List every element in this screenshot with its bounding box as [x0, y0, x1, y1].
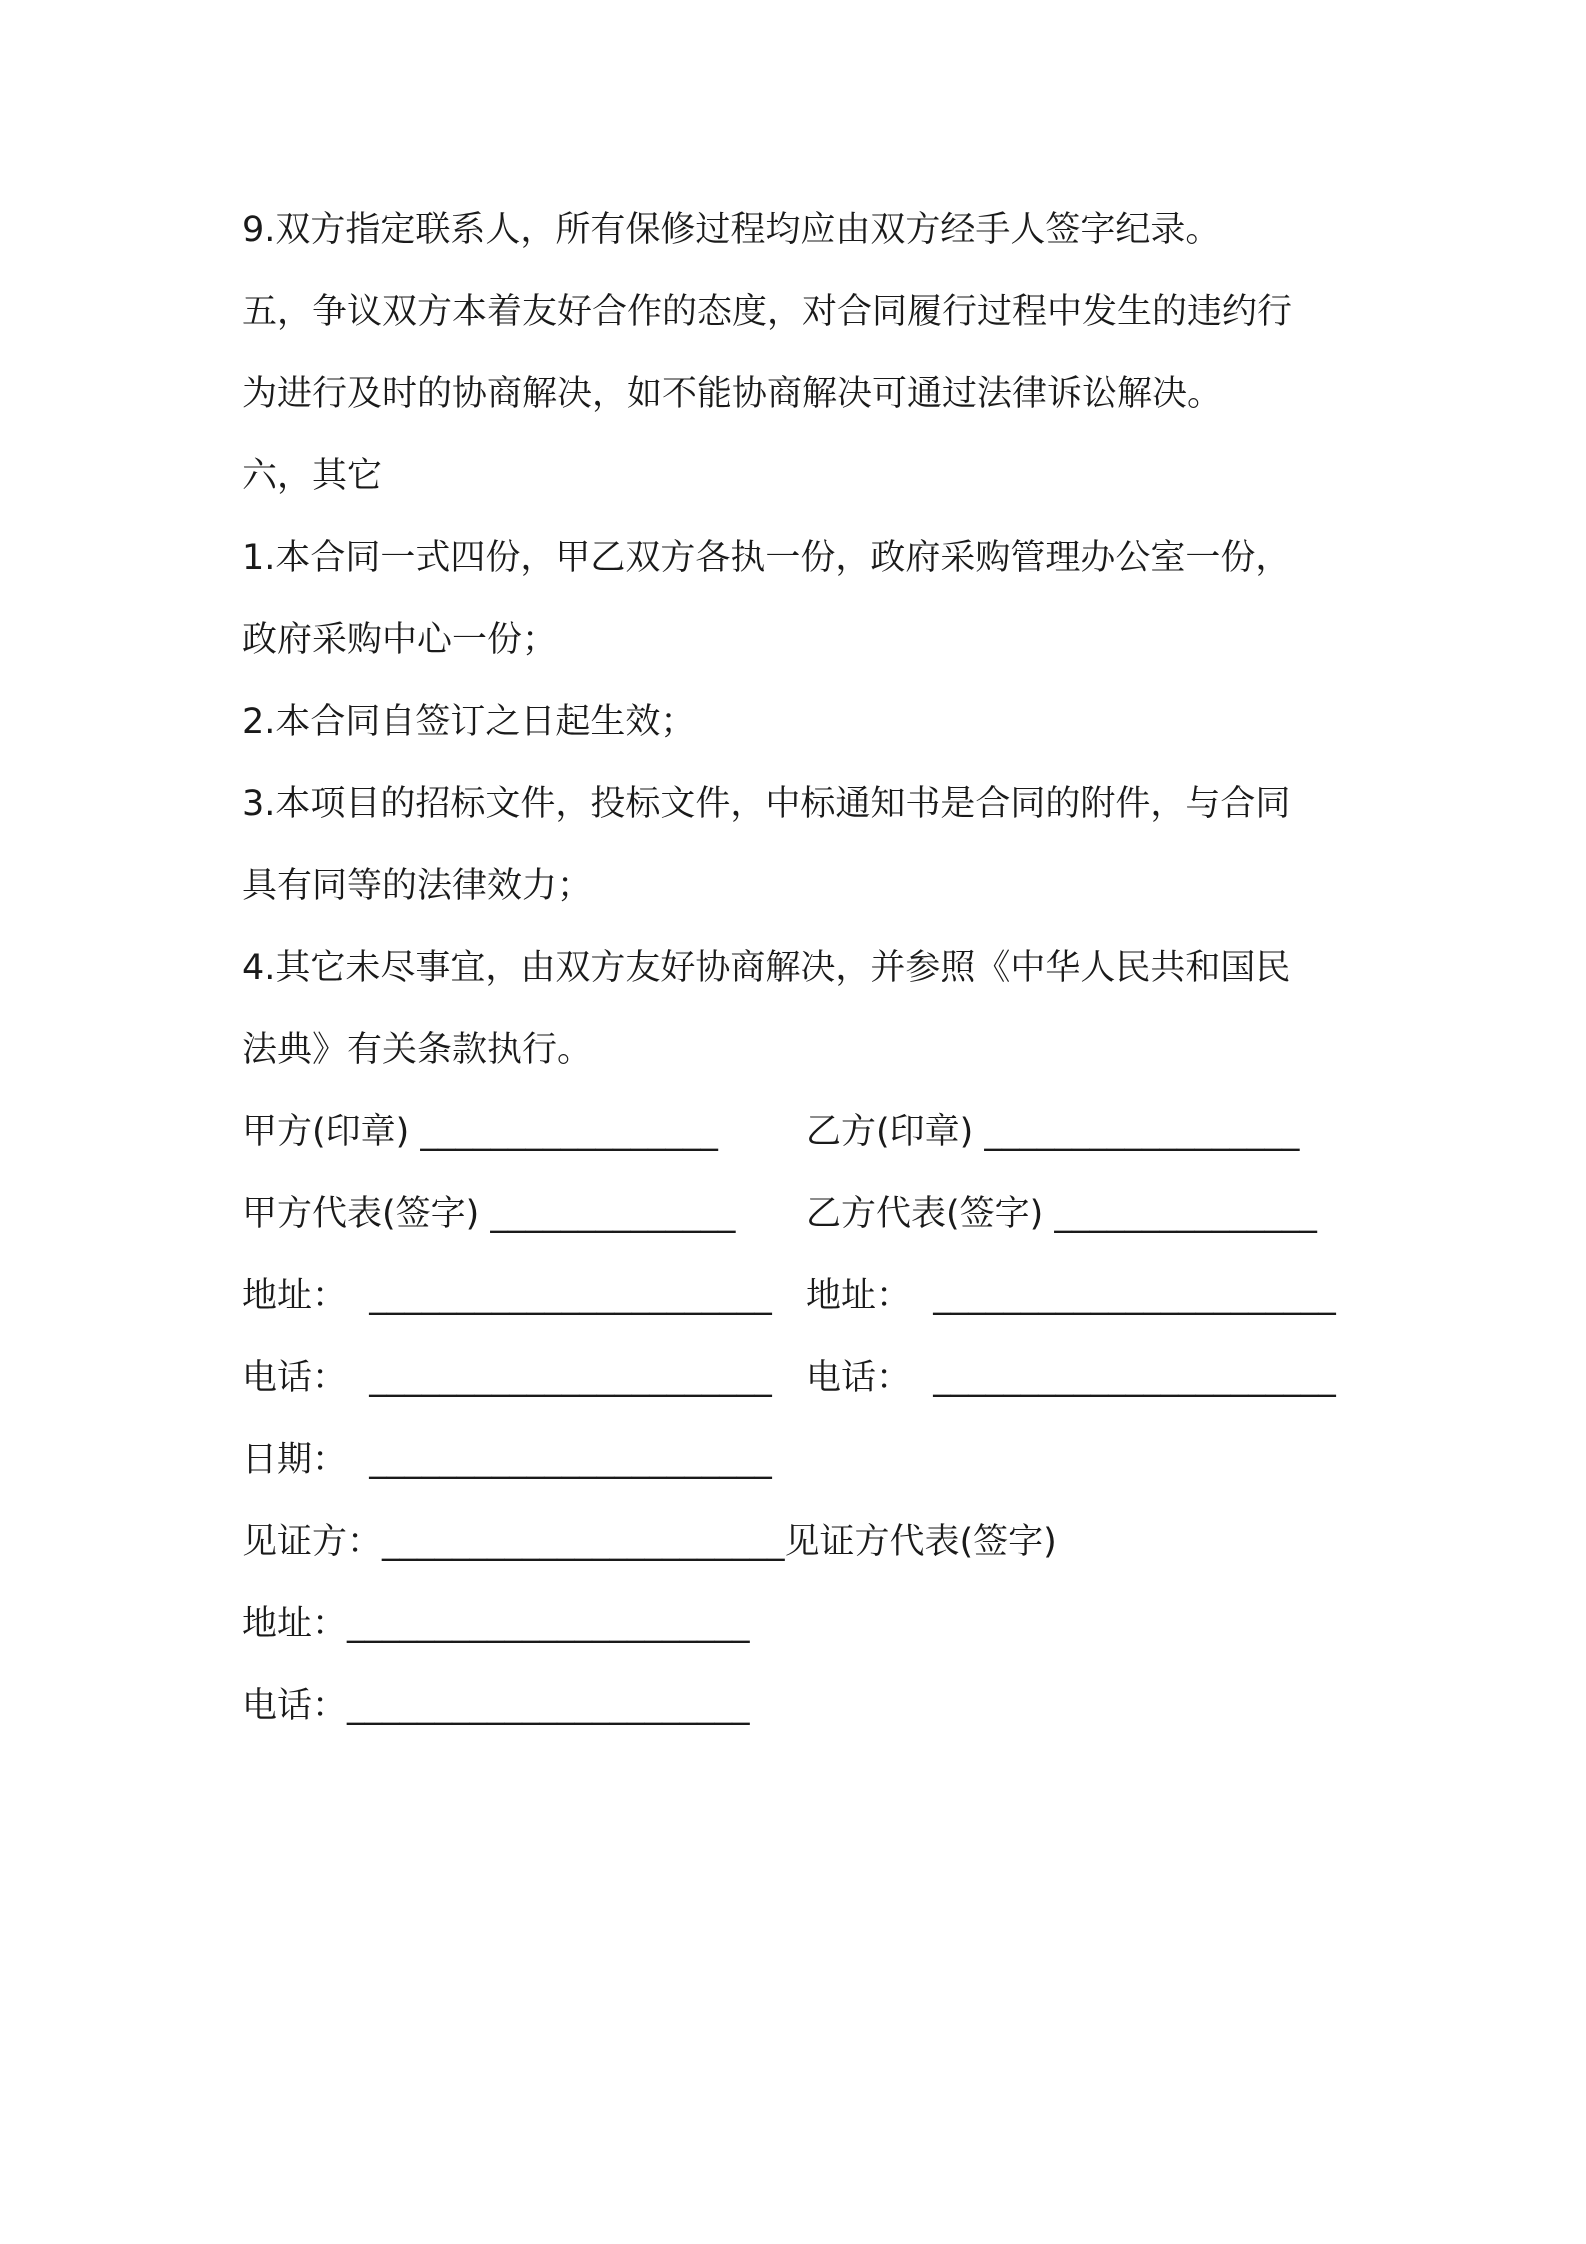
party-b-rep-field: 乙方代表(签字) _______________ — [806, 1194, 1317, 1234]
section-5-line-1: 五，争议双方本着友好合作的态度，对合同履行过程中发生的违约行 — [242, 292, 1293, 332]
party-b-phone-field: 电话： _______________________ — [806, 1358, 1336, 1398]
clause-6-4-line-2: 法典》有关条款执行。 — [242, 1030, 593, 1070]
party-a-rep-field: 甲方代表(签字) ______________ — [242, 1194, 736, 1234]
clause-6-3-line-1: 3.本项目的招标文件，投标文件，中标通知书是合同的附件，与合同 — [242, 784, 1291, 824]
party-a-seal-field: 甲方(印章) _________________ — [242, 1112, 718, 1152]
section-6-heading: 六，其它 — [242, 456, 383, 496]
date-field: 日期： _______________________ — [242, 1440, 772, 1480]
party-b-address-field: 地址： _______________________ — [806, 1276, 1336, 1316]
clause-6-2: 2.本合同自签订之日起生效； — [242, 702, 696, 742]
section-5-line-2: 为进行及时的协商解决，如不能协商解决可通过法律诉讼解决。 — [242, 374, 1223, 414]
party-a-address-field: 地址： _______________________ — [242, 1276, 772, 1316]
witness-field: 见证方：_______________________见证方代表(签字) — [242, 1522, 1057, 1562]
clause-6-3-line-2: 具有同等的法律效力； — [242, 866, 593, 906]
clause-9: 9.双方指定联系人，所有保修过程均应由双方经手人签字纪录。 — [242, 210, 1221, 250]
party-a-phone-field: 电话： _______________________ — [242, 1358, 772, 1398]
witness-address-field: 地址：_______________________ — [242, 1604, 750, 1644]
clause-6-1-line-1: 1.本合同一式四份，甲乙双方各执一份，政府采购管理办公室一份， — [242, 538, 1291, 578]
clause-6-1-line-2: 政府采购中心一份； — [242, 620, 558, 660]
witness-phone-field: 电话：_______________________ — [242, 1686, 750, 1726]
clause-6-4-line-1: 4.其它未尽事宜，由双方友好协商解决，并参照《中华人民共和国民 — [242, 948, 1291, 988]
party-b-seal-field: 乙方(印章) __________________ — [806, 1112, 1300, 1152]
